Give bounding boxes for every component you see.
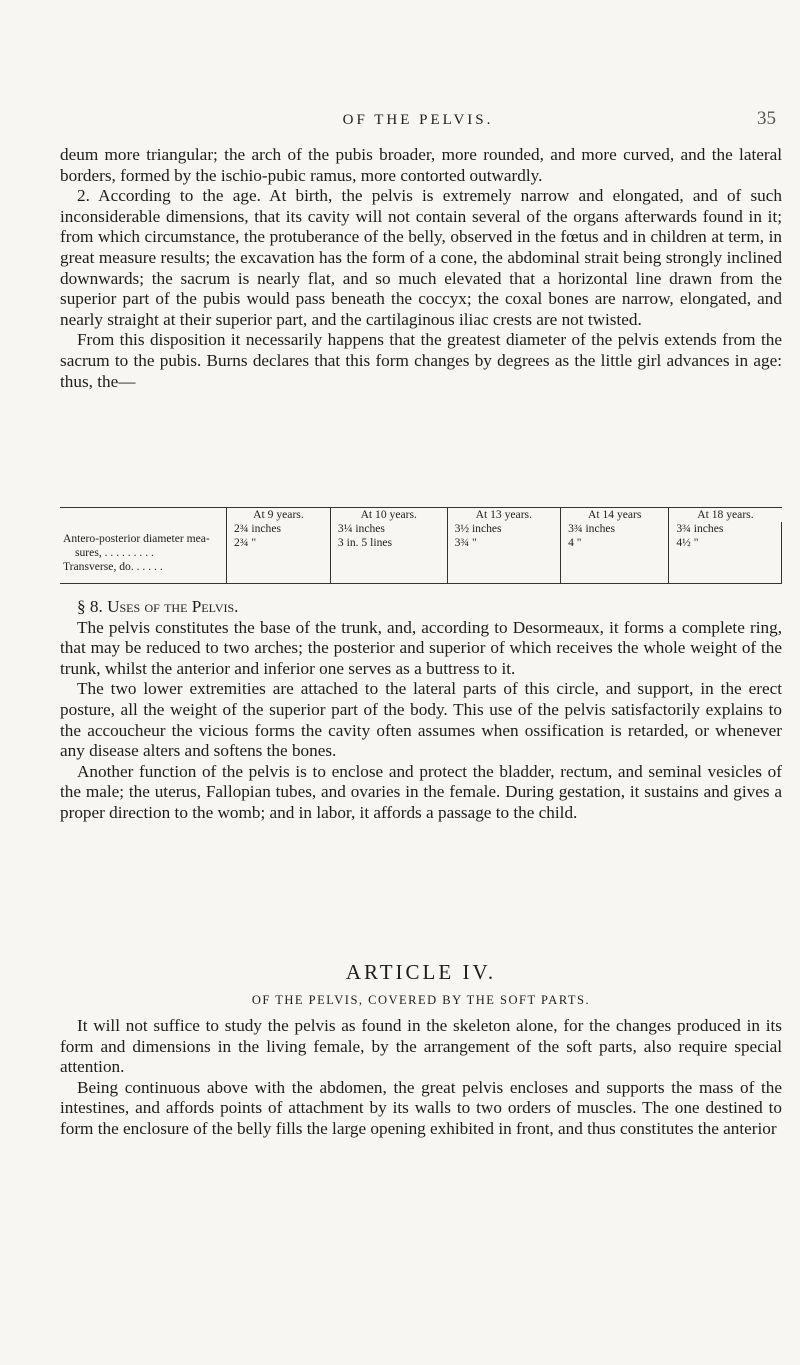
value-transverse: 4 "	[568, 536, 582, 549]
row-label-line: Transverse, do. . . . . .	[63, 559, 163, 573]
table-header-cell: At 13 years.	[447, 508, 561, 523]
value-transverse: 3¾ "	[454, 536, 477, 549]
pelvis-dimensions-table	[60, 507, 782, 584]
value-ap: 3¾ inches	[568, 522, 616, 535]
dimensions-table	[60, 507, 782, 584]
table-cell	[669, 522, 782, 584]
row-label-line: Antero-posterior diameter mea-	[63, 531, 210, 545]
paragraph: 2. According to the age. At birth, the pelvis is extremely narrow and elongated, and of such inconsiderable dimensions, that its cavity will not contain several of the organs afterwards found in it; from which circumstance, the protuberance of the belly, observed in the fœtus and in children at term, in great measure results; the excavation has the form of a cone, the abdominal strait being strongly inclined downwards; the sacrum is nearly flat, and so much elevated that a horizontal line drawn from the superior part of the pubis would pass beneath the coccyx; the coxal bones are narrow, elongated, and nearly straight at their superior part, and the cartilaginous iliac crests are not twisted.	[60, 186, 782, 329]
table-header-row	[60, 508, 782, 523]
value-ap: 2¾ inches	[234, 522, 282, 535]
value-ap: 3¾ inches	[676, 522, 724, 535]
table-cell	[447, 522, 561, 584]
text-block-article	[60, 1016, 782, 1140]
table-row-label	[60, 522, 227, 584]
table-header-cell: At 9 years.	[227, 508, 331, 523]
paragraph: Another function of the pelvis is to enclose and protect the bladder, rectum, and seminal vesicles of the male; the uterus, Fallopian tubes, and ovaries in the female. During gestation, it sustains and gives a proper direction to the womb; and in labor, it affords a passage to the child.	[60, 761, 782, 822]
section-number: § 8.	[77, 597, 103, 616]
table-header-cell: At 18 years.	[669, 508, 782, 523]
value-transverse: 2¾ "	[234, 536, 257, 549]
paragraph: It will not suffice to study the pelvis as found in the skeleton alone, for the changes produced in its form and dimensions in the living female, by the arrangement of the soft parts, also require special attention.	[60, 1016, 782, 1077]
table-cell	[330, 522, 447, 584]
article-title: ARTICLE IV.	[345, 960, 497, 984]
running-head	[60, 108, 776, 136]
paragraph: From this disposition it necessarily happens that the greatest diameter of the pelvis extends from the sacrum to the pubis. Burns declares that this form changes by degrees as the little girl advances in age: thus, the—	[60, 330, 782, 391]
value-transverse: 4½ "	[676, 536, 699, 549]
value-ap: 3¼ inches	[337, 522, 385, 535]
section-title: Uses of the Pelvis.	[107, 597, 239, 616]
text-block-top	[60, 145, 782, 392]
article-subtitle: OF THE PELVIS, COVERED BY THE SOFT PARTS.	[251, 993, 591, 1007]
table-header-cell: At 14 years	[561, 508, 669, 523]
table-cell	[561, 522, 669, 584]
row-label-line: sures, . . . . . . . . .	[75, 545, 154, 559]
table-row	[60, 522, 782, 584]
table-header-cell: At 10 years.	[330, 508, 447, 523]
paragraph: Being continuous above with the abdomen, the great pelvis encloses and supports the mass of the intestines, and affords points of attachment by its walls to two orders of muscles. The one destined to form the enclosure of the belly fills the large opening exhibited in front, and thus constitutes the anterior	[60, 1077, 782, 1138]
table-cell	[227, 522, 331, 584]
paragraph: The pelvis constitutes the base of the trunk, and, according to Desormeaux, it forms a complete ring, that may be reduced to two arches; the posterior and superior of which receives the whole weight of the trunk, whilst the anterior and inferior one serves as a buttress to it.	[60, 617, 782, 678]
page-number: 35	[757, 108, 776, 129]
paragraph: deum more triangular; the arch of the pubis broader, more rounded, and more curved, and the lateral borders, formed by the ischio-pubic ramus, more contorted outwardly.	[60, 145, 782, 185]
paragraph: The two lower extremities are attached to the lateral parts of this circle, and support, in the erect posture, all the weight of the superior part of the body. This use of the pelvis satisfactorily explains to the accoucheur the vicious forms the cavity often assumes when ossification is retarded, or whenever any disease alters and softens the bones.	[60, 679, 782, 761]
running-head-title: OF THE PELVIS.	[342, 112, 494, 128]
table-corner-cell	[60, 508, 227, 523]
section-heading	[60, 597, 782, 618]
value-transverse: 3 in. 5 lines	[337, 536, 393, 549]
value-ap: 3½ inches	[454, 522, 502, 535]
section-8	[60, 597, 782, 824]
